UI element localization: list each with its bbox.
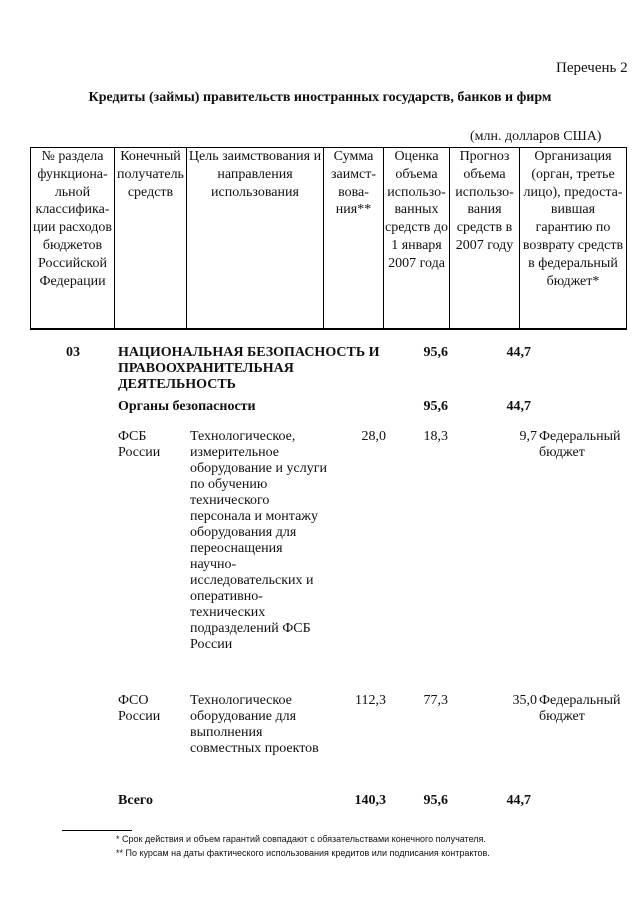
header-guarantor: Организация (орган, третье лицо), предоста-вившая гарантию по возврату средств в федеральный бюджет*: [520, 148, 627, 330]
section-used: 95,6: [423, 345, 448, 360]
table-header: [30, 147, 627, 330]
row-forecast: 35,0: [512, 693, 537, 708]
units-note: (млн. долларов США): [470, 129, 602, 144]
row-used: 77,3: [423, 693, 448, 708]
row-amount: 112,3: [355, 693, 386, 708]
total-used: 95,6: [423, 793, 448, 808]
section-code: 03: [66, 345, 80, 360]
row-amount: 28,0: [361, 429, 386, 444]
row-recipient: ФСО России: [118, 693, 161, 724]
subsection-forecast: 44,7: [506, 399, 531, 414]
document-label: Перечень 2: [556, 60, 628, 76]
header-used: Оценка объема использо-ванных средств до 1 января 2007 года: [384, 148, 450, 330]
total-amount: 140,3: [354, 793, 386, 808]
header-forecast: Прогноз объема использо-вания средств в 2007 году: [450, 148, 520, 330]
subsection-used: 95,6: [423, 399, 448, 414]
header-section-code: № раздела функциона-льной классифика-ции расходов бюджетов Российской Федерации: [31, 148, 115, 330]
footnote-divider: [62, 830, 132, 831]
header-amount: Сумма заимст-вова-ния**: [324, 148, 384, 330]
row-guarantor: Федеральный бюджет: [539, 693, 621, 724]
subsection-name: Органы безопасности: [118, 399, 256, 414]
section-name: НАЦИОНАЛЬНАЯ БЕЗОПАСНОСТЬ И ПРАВООХРАНИТЕЛЬНАЯ ДЕЯТЕЛЬНОСТЬ: [118, 345, 380, 392]
row-guarantor: Федеральный бюджет: [539, 429, 621, 460]
footnote: ** По курсам на даты фактического использования кредитов или подписания контрактов.: [116, 848, 490, 858]
section-forecast: 44,7: [506, 345, 531, 360]
footnote: * Срок действия и объем гарантий совпадают с обязательствами конечного получателя.: [116, 834, 486, 844]
row-purpose: Технологическое оборудование для выполнения совместных проектов: [190, 693, 319, 756]
row-used: 18,3: [423, 429, 448, 444]
header-purpose: Цель заимствования и направления использования: [187, 148, 324, 330]
total-label: Всего: [118, 793, 153, 808]
row-purpose: Технологическое, измерительное оборудование и услуги по обучению технического персонала и монтажу оборудования для переоснащения научно-исследовательских и оперативно-технических подразделений ФСБ России: [190, 429, 327, 652]
total-forecast: 44,7: [506, 793, 531, 808]
document-title: Кредиты (займы) правительств иностранных государств, банков и фирм: [88, 90, 552, 105]
row-recipient: ФСБ России: [118, 429, 161, 460]
row-forecast: 9,7: [519, 429, 537, 444]
header-recipient: Конечный получатель средств: [115, 148, 187, 330]
